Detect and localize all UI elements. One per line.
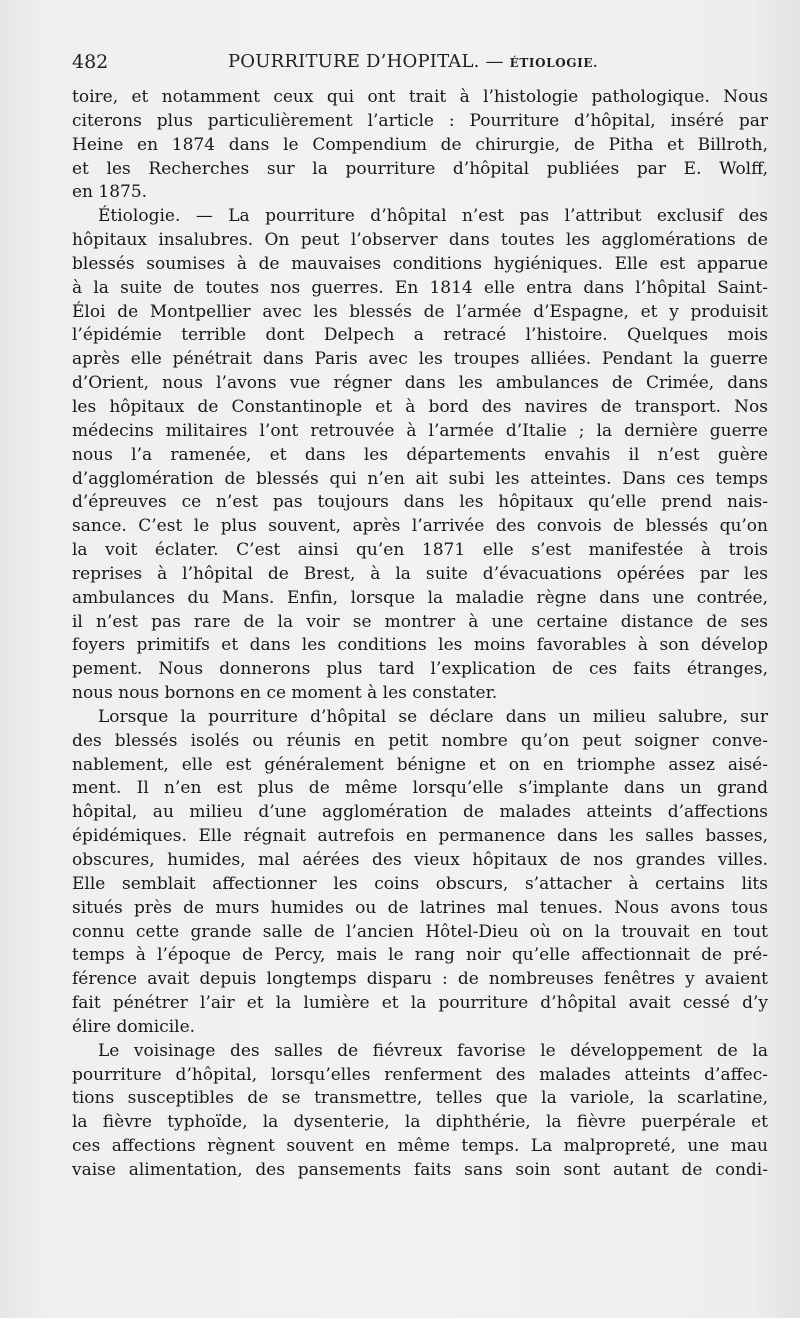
text-line: des blessés isolés ou réunis en petit nombre qu’on peut soigner conve- [72,730,768,751]
text-line: d’agglomération de blessés qui n’en ait subi les atteintes. Dans ces temps [72,468,768,489]
text-line: citerons plus particulièrement l’article : Pourriture d’hôpital, inséré par [72,110,768,131]
text-line: élire domicile. [72,1016,196,1037]
show-through-text [110,1236,770,1296]
text-line: fait pénétrer l’air et la lumière et la pourriture d’hôpital avait cessé d’y [72,993,768,1014]
text-line: situés près de murs humides ou de latrines mal tenues. Nous avons tous [72,897,768,918]
running-title-section: ÉTIOLOGIE. [509,56,598,70]
text-line: d’épreuves ce n’est pas toujours dans les hôpitaux qu’elle prend nais- [72,492,768,513]
text-line: hôpitaux insalubres. On peut l’observer dans toutes les agglomérations de [72,230,768,251]
text-line: Le voisinage des salles de fiévreux favorise le développement de la [98,1040,768,1061]
text-line: Éloi de Montpellier avec les blessés de l’armée d’Espagne, et y produisit [72,301,768,322]
text-line: foyers primitifs et dans les conditions les moins favorables à son dévelop [72,635,768,656]
running-title [228,50,598,75]
text-line: la voit éclater. C’est ainsi qu’en 1871 elle s’est manifestée à trois [72,540,768,561]
text-line: après elle pénétrait dans Paris avec les troupes alliées. Pendant la guerre [72,349,768,370]
text-line: l’épidémie terrible dont Delpech a retracé l’histoire. Quelques mois [72,325,768,346]
text-line: toire, et notamment ceux qui ont trait à l’histologie pathologique. Nous [72,87,768,107]
text-line: médecins militaires l’ont retrouvée à l’armée d’Italie ; la dernière guerre [72,420,768,441]
text-line: obscures, humides, mal aérées des vieux hôpitaux de nos grandes villes. [72,850,768,870]
text-line: reprises à l’hôpital de Brest, à la suite d’évacuations opérées par les [72,563,768,584]
page-header [72,50,768,80]
body-text [72,86,768,1183]
page-number: 482 [72,51,109,73]
text-line: ment. Il n’en est plus de même lorsqu’elle s’implante dans un grand [72,778,768,799]
text-line: nous l’a ramenée, et dans les départements envahis il n’est guère [72,444,768,465]
text-line: nablement, elle est généralement bénigne et on en triomphe assez aisé- [72,754,768,775]
text-line: en 1875. [72,182,148,203]
running-title-main: POURRITURE D’HOPITAL. — [228,51,504,72]
text-line: vaise alimentation, des pansements faits sans soin sont autant de condi- [72,1159,768,1180]
text-line: ces affections règnent souvent en même temps. La malpropreté, une mau [72,1136,768,1157]
text-line: ambulances du Mans. Enfin, lorsque la maladie règne dans une contrée, [72,587,768,608]
text-line: il n’est pas rare de la voir se montrer à une certaine distance de ses [72,611,768,632]
text-line: nous nous bornons en ce moment à les constater. [72,683,498,704]
text-line: hôpital, au milieu d’une agglomération de malades atteints d’affections [72,802,768,823]
text-line: Étiologie. — La pourriture d’hôpital n’est pas l’attribut exclusif des [98,206,768,227]
text-line: la fièvre typhoïde, la dysenterie, la diphthérie, la fièvre puerpérale et [72,1112,768,1133]
text-line: férence avait depuis longtemps disparu : de nombreuses fenêtres y avaient [72,969,768,990]
text-line: pement. Nous donnerons plus tard l’explication de ces faits étranges, [72,659,768,680]
text-line: Lorsque la pourriture d’hôpital se déclare dans un milieu salubre, sur [98,706,768,727]
text-line: temps à l’époque de Percy, mais le rang noir qu’elle affectionnait de pré- [72,945,768,966]
text-line: les hôpitaux de Constantinople et à bord des navires de transport. Nos [72,396,768,417]
text-line: et les Recherches sur la pourriture d’hôpital publiées par E. Wolff, [72,158,768,179]
text-line: pourriture d’hôpital, lorsqu’elles renferment des malades atteints d’affec- [72,1064,768,1085]
text-line: tions susceptibles de se transmettre, telles que la variole, la scarlatine, [72,1088,768,1109]
text-line: d’Orient, nous l’avons vue régner dans les ambulances de Crimée, dans [72,373,768,394]
text-line: épidémiques. Elle régnait autrefois en permanence dans les salles basses, [72,826,768,847]
text-line: Elle semblait affectionner les coins obscurs, s’attacher à certains lits [72,873,768,894]
text-line: connu cette grande salle de l’ancien Hôtel-Dieu où on la trouvait en tout [72,921,768,942]
text-line: blessés soumises à de mauvaises conditions hygiéniques. Elle est apparue [72,253,768,274]
text-line: sance. C’est le plus souvent, après l’arrivée des convois de blessés qu’on [72,516,768,537]
text-line: Heine en 1874 dans le Compendium de chirurgie, de Pitha et Billroth, [72,134,768,155]
text-line: à la suite de toutes nos guerres. En 1814 elle entra dans l’hôpital Saint- [72,277,768,298]
